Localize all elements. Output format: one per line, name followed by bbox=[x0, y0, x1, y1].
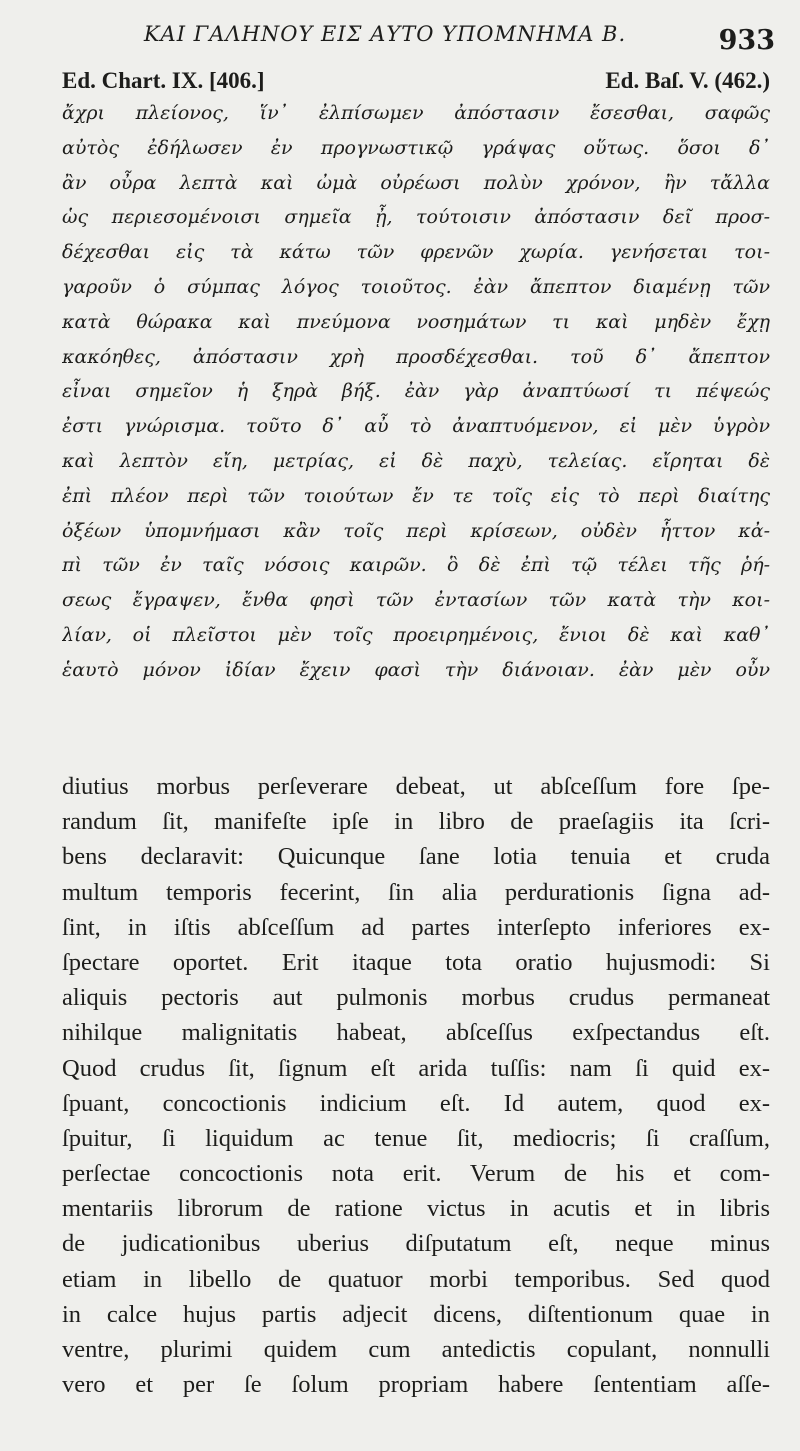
greek-line: σεως ἔγραψεν, ἔνθα φησὶ τῶν ἐντασίων τῶν κατὰ τὴν κοι- bbox=[62, 589, 770, 612]
latin-line: Quod crudus ſit, ſignum eſt arida tuſſis: nam ſi quid ex- bbox=[62, 1054, 770, 1082]
edition-reference-basel: Ed. Baſ. V. (462.) bbox=[605, 68, 770, 93]
latin-line: ſpuitur, ſi liquidum ac tenue ſit, mediocris; ſi craſſum, bbox=[62, 1124, 770, 1152]
latin-line: perſectae concoctionis nota erit. Verum de his et com- bbox=[62, 1160, 770, 1188]
page-number: 933 bbox=[718, 25, 775, 56]
greek-line: ὀξέων ὑπομνήμασι κἂν τοῖς περὶ κρίσεων, οὐδὲν ἧττον κἀ- bbox=[62, 519, 770, 542]
latin-line: ventre, plurimi quidem cum antedictis copulant, nonnulli bbox=[62, 1336, 770, 1363]
latin-line: randum ſit, manifeſte ipſe in libro de praeſagiis ita ſcri- bbox=[62, 808, 770, 836]
greek-line: ἐπὶ πλέον περὶ τῶν τοιούτων ἔν τε τοῖς εἰς τὸ περὶ διαίτης bbox=[62, 484, 770, 507]
latin-line: ſpectare oportet. Erit itaque tota oratio hujusmodi: Si bbox=[62, 948, 770, 976]
greek-line: εἶναι σημεῖον ἡ ξηρὰ βήξ. ἐὰν γὰρ ἀναπτύωσί τι πέψεώς bbox=[62, 380, 770, 403]
greek-line: δέχεσθαι εἰς τὰ κάτω τῶν φρενῶν χωρία. γενήσεται τοι- bbox=[62, 241, 770, 264]
greek-line: ἑαυτὸ μόνον ἰδίαν ἔχειν φασὶ τὴν διάνοιαν. ἐὰν μὲν οὖν bbox=[62, 658, 770, 681]
latin-line: etiam in libello de quatuor morbi temporibus. Sed quod bbox=[62, 1265, 770, 1293]
latin-line: diutius morbus perſeverare debeat, ut abſceſſum fore ſpe- bbox=[62, 773, 770, 800]
edition-reference-chartier: Ed. Chart. IX. [406.] bbox=[62, 68, 265, 93]
latin-line: vero et per ſe ſolum propriam habere ſententiam aſſe- bbox=[62, 1371, 770, 1399]
latin-line: bens declaravit: Quicunque ſane lotia tenuia et cruda bbox=[62, 843, 770, 871]
greek-line: κακόηθες, ἀπόστασιν χρὴ προσδέχεσθαι. τοῦ δ᾽ ἄπεπτον bbox=[62, 345, 770, 368]
greek-line: λίαν, οἱ πλεῖστοι μὲν τοῖς προειρημένοις, ἔνιοι δὲ καὶ καθ᾽ bbox=[62, 623, 770, 646]
greek-line: ἄχρι πλείονος, ἵν᾽ ἐλπίσωμεν ἀπόστασιν ἔσεσθαι, σαφῶς bbox=[62, 102, 770, 124]
latin-text-block bbox=[62, 769, 770, 1402]
latin-line: multum temporis fecerint, ſin alia perdurationis ſigna ad- bbox=[62, 878, 770, 906]
latin-line: ſpuant, concoctionis indicium eſt. Id autem, quod ex- bbox=[62, 1089, 770, 1117]
greek-line: κατὰ θώρακα καὶ πνεύμονα νοσημάτων τι καὶ μηδὲν ἔχῃ bbox=[62, 310, 770, 333]
latin-line: in calce hujus partis adjecit dicens, diſtentionum quae in bbox=[62, 1300, 770, 1328]
greek-line: γαροῦν ὁ σύμπας λόγος τοιοῦτος. ἐὰν ἄπεπτον διαμένῃ τῶν bbox=[62, 275, 770, 298]
greek-line: ἐστι γνώρισμα. τοῦτο δ᾽ αὖ τὸ ἀναπτυόμενον, εἰ μὲν ὑγρὸν bbox=[62, 415, 770, 438]
greek-line: ὡς περιεσομένοισι σημεῖα ᾖ, τούτοισιν ἀπόστασιν δεῖ προσ- bbox=[62, 206, 770, 229]
latin-line: ſint, in iſtis abſceſſum ad partes interſepto inferiores ex- bbox=[62, 913, 770, 941]
greek-line: ἂν οὖρα λεπτὰ καὶ ὠμὰ οὐρέωσι πολὺν χρόνον, ἢν τἄλλα bbox=[62, 171, 770, 194]
latin-line: aliquis pectoris aut pulmonis morbus crudus permaneat bbox=[62, 984, 770, 1012]
latin-line: nihilque malignitatis habeat, abſceſſus exſpectandus eſt. bbox=[62, 1019, 770, 1047]
latin-line: de judicationibus uberius diſputatum eſt, neque minus bbox=[62, 1230, 770, 1258]
greek-line: αὐτὸς ἐδήλωσεν ἐν προγνωστικῷ γράψας οὕτως. ὅσοι δ᾽ bbox=[62, 136, 770, 159]
latin-line: mentariis librorum de ratione victus in acutis et in libris bbox=[62, 1195, 770, 1223]
greek-line: πὶ τῶν ἐν ταῖς νόσοις καιρῶν. ὃ δὲ ἐπὶ τῷ τέλει τῆς ῥή- bbox=[62, 554, 770, 577]
greek-line: καὶ λεπτὸν εἴη, μετρίας, εἰ δὲ παχὺ, τελείας. εἴρηται δὲ bbox=[62, 449, 770, 472]
greek-text-block bbox=[62, 96, 770, 688]
running-title: ΚΑΙ ΓΑΛΗΝΟΥ ΕΙΣ ΑΥΤΟ ΥΠΟΜΝΗΜΑ Β. bbox=[143, 22, 627, 46]
